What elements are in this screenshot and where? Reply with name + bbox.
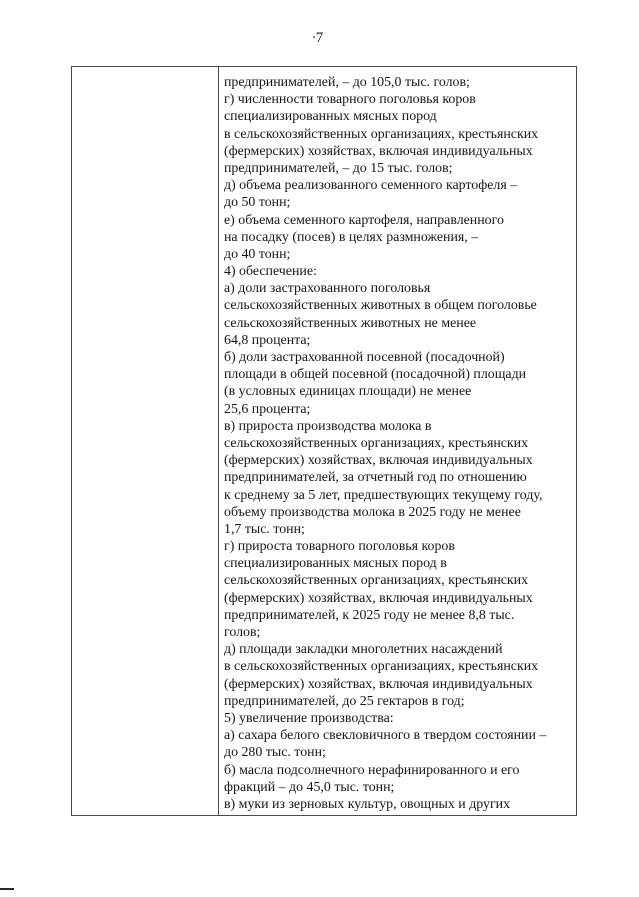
text-line: е) объема семенного картофеля, направленного [224, 212, 504, 228]
text-line: на посадку (посев) в целях размножения, – [224, 229, 479, 245]
scan-speck [313, 36, 315, 38]
text-line: г) численности товарного поголовья коров [224, 92, 476, 108]
text-line: в сельскохозяйственных организациях, крестьянских [224, 126, 539, 142]
text-line: объему производства молока в 2025 году не менее [224, 504, 521, 520]
text-line: в) муки из зерновых культур, овощных и других [224, 796, 511, 812]
text-line: фракций – до 45,0 тыс. тонн; [224, 779, 395, 795]
text-line: сельскохозяйственных животных не менее [224, 315, 477, 331]
text-line: в сельскохозяйственных организациях, крестьянских [224, 659, 539, 675]
text-line: сельскохозяйственных организациях, крестьянских [224, 573, 529, 589]
text-line: д) объема реализованного семенного картофеля – [224, 178, 518, 194]
text-line: до 280 тыс. тонн; [224, 745, 326, 761]
text-line: (фермерских) хозяйствах, включая индивидуальных [224, 590, 533, 606]
text-line: предпринимателей, – до 15 тыс. голов; [224, 160, 453, 176]
text-line: специализированных мясных пород в [224, 556, 447, 572]
document-table [71, 66, 577, 816]
text-line: предпринимателей, – до 105,0 тыс. голов; [224, 75, 470, 90]
table-right-cell [224, 74, 576, 813]
text-line: специализированных мясных пород [224, 109, 437, 125]
column-divider [218, 67, 219, 815]
text-line: б) доли застрахованной посевной (посадочной) [224, 350, 505, 365]
text-line: 64,8 процента; [224, 332, 311, 348]
text-line: площади в общей посевной (посадочной) площади [224, 367, 527, 383]
scan-edge-mark [0, 888, 14, 890]
text-line: 25,6 процента; [224, 401, 311, 417]
text-line: 1,7 тыс. тонн; [224, 521, 305, 537]
text-line: 5) увеличение производства: [224, 710, 394, 726]
text-line: предпринимателей, к 2025 году не менее 8,8 тыс. [224, 607, 515, 623]
text-line: сельскохозяйственных организациях, крестьянских [224, 435, 529, 451]
text-line: б) масла подсолнечного нерафинированного и его [224, 762, 520, 778]
text-line: д) площади закладки многолетних насаждений [224, 642, 503, 658]
text-line: а) доли застрахованного поголовья [224, 281, 431, 297]
text-line: предпринимателей, до 25 гектаров в год; [224, 693, 465, 709]
text-line: (фермерских) хозяйствах, включая индивидуальных [224, 143, 533, 159]
page-number: 7 [315, 30, 324, 46]
text-line: до 40 тонн; [224, 246, 291, 262]
text-line: к среднему за 5 лет, предшествующих текущему году, [224, 487, 543, 503]
text-line: голов; [224, 625, 261, 640]
text-line: г) прироста товарного поголовья коров [224, 539, 455, 555]
text-line: (фермерских) хозяйствах, включая индивидуальных [224, 453, 533, 469]
text-line: в) прироста производства молока в [224, 418, 432, 434]
text-line: (в условных единицах площади) не менее [224, 384, 472, 400]
text-line: сельскохозяйственных животных в общем поголовье [224, 298, 537, 314]
text-line: (фермерских) хозяйствах, включая индивидуальных [224, 676, 533, 692]
text-line: предпринимателей, за отчетный год по отношению [224, 470, 527, 486]
text-line: а) сахара белого свекловичного в твердом состоянии – [224, 728, 547, 744]
text-line: до 50 тонн; [224, 195, 291, 211]
text-line: 4) обеспечение: [224, 264, 317, 280]
